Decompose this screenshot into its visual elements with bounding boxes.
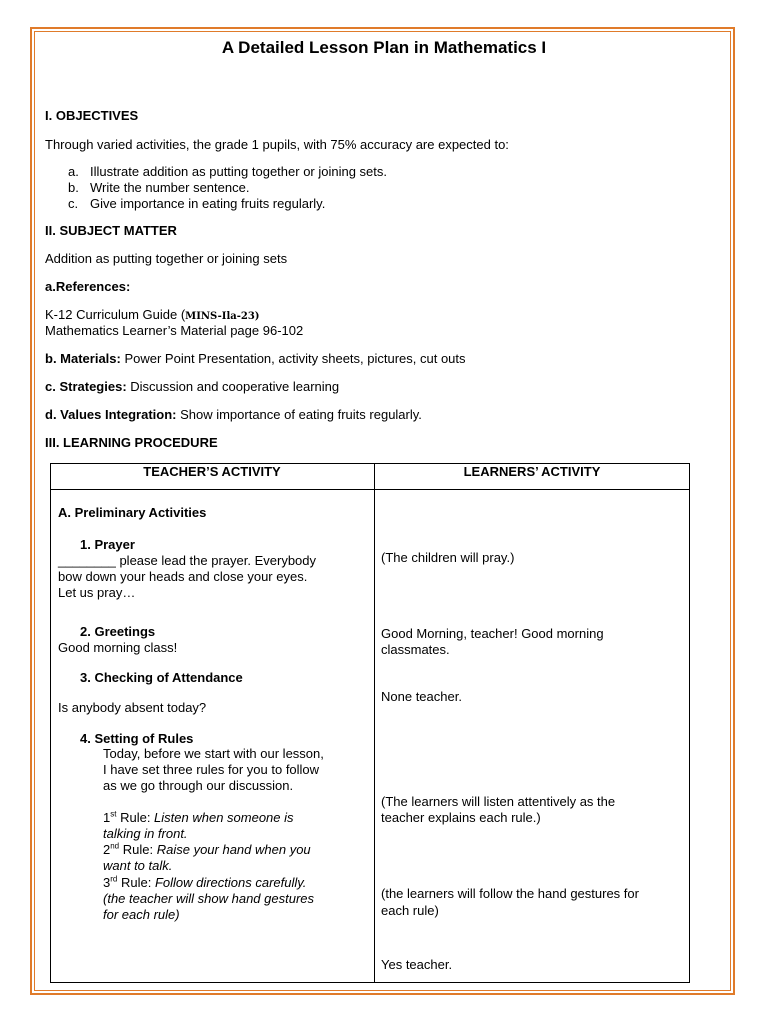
- rule-1: 1st Rule: Listen when someone is: [103, 809, 294, 825]
- preliminary-heading: A. Preliminary Activities: [58, 505, 207, 520]
- table-column-divider: [374, 463, 375, 983]
- teacher-column-header: TEACHER’S ACTIVITY: [143, 464, 281, 479]
- objectives-list: [68, 164, 387, 212]
- attendance-response: None teacher.: [381, 689, 462, 704]
- references-heading: a.References:: [45, 279, 131, 294]
- list-item: b. Write the number sentence.: [68, 180, 250, 195]
- rule-3: 3rd Rule: Follow directions carefully.: [103, 874, 307, 890]
- prayer-title: 1. Prayer: [80, 537, 135, 552]
- list-item: a. Illustrate addition as putting together or joining sets.: [68, 164, 388, 179]
- attendance-text: Is anybody absent today?: [58, 700, 207, 715]
- learner-column-header: LEARNERS’ ACTIVITY: [463, 464, 601, 479]
- rules-text-2: I have set three rules for you to follow: [103, 762, 320, 777]
- greetings-response-1: Good Morning, teacher! Good morning: [381, 626, 604, 641]
- gestures-response-1: (the learners will follow the hand gestures for: [381, 886, 639, 901]
- table-header-divider: [50, 489, 690, 490]
- rule-2: 2nd Rule: Raise your hand when you: [103, 841, 311, 857]
- rule-1-cont: talking in front.: [103, 826, 188, 841]
- reference-curriculum: K-12 Curriculum Guide (MINS-Ila-23): [45, 307, 260, 322]
- prayer-text-3: Let us pray…: [58, 585, 136, 600]
- objectives-intro: Through varied activities, the grade 1 pupils, with 75% accuracy are expected to:: [45, 137, 509, 152]
- materials-line: b. Materials: Power Point Presentation, activity sheets, pictures, cut outs: [45, 351, 466, 366]
- list-item: c. Give importance in eating fruits regularly.: [68, 196, 326, 211]
- rules-title: 4. Setting of Rules: [80, 731, 194, 746]
- greetings-text: Good morning class!: [58, 640, 178, 655]
- rule-3-note-1: (the teacher will show hand gestures: [103, 891, 315, 906]
- strategies-line: c. Strategies: Discussion and cooperative learning: [45, 379, 340, 394]
- rule-2-cont: want to talk.: [103, 858, 173, 873]
- rules-text-3: as we go through our discussion.: [103, 778, 294, 793]
- prayer-response: (The children will pray.): [381, 550, 515, 565]
- greetings-title: 2. Greetings: [80, 624, 156, 639]
- values-line: d. Values Integration: Show importance of eating fruits regularly.: [45, 407, 422, 422]
- rule-3-note-2: for each rule): [103, 907, 180, 922]
- subject-heading: II. SUBJECT MATTER: [45, 223, 177, 238]
- yes-teacher-response: Yes teacher.: [381, 957, 453, 972]
- prayer-text-1: ________ please lead the prayer. Everybody: [58, 553, 317, 568]
- rules-text-1: Today, before we start with our lesson,: [103, 746, 324, 761]
- attendance-title: 3. Checking of Attendance: [80, 670, 243, 685]
- page-title: A Detailed Lesson Plan in Mathematics I: [221, 38, 547, 57]
- prayer-text-2: bow down your heads and close your eyes.: [58, 569, 308, 584]
- subject-topic: Addition as putting together or joining sets: [45, 251, 288, 266]
- reference-learners-material: Mathematics Learner’s Material page 96-102: [45, 323, 304, 338]
- greetings-response-2: classmates.: [381, 642, 450, 657]
- rules-response-1: (The learners will listen attentively as the: [381, 794, 616, 809]
- rules-response-2: teacher explains each rule.): [381, 810, 541, 825]
- procedure-heading: III. LEARNING PROCEDURE: [45, 435, 218, 450]
- objectives-heading: I. OBJECTIVES: [45, 108, 139, 123]
- gestures-response-2: each rule): [381, 903, 439, 918]
